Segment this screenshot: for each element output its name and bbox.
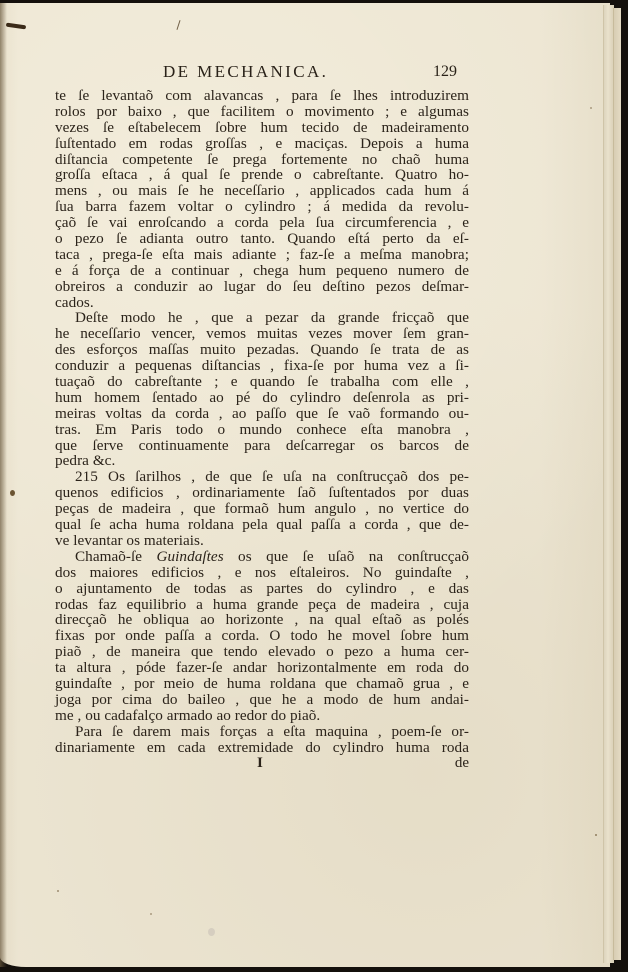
text-line	[55, 549, 469, 565]
text-segment: Chamaõ-ſe	[75, 547, 157, 565]
text-line: pedra &c.	[55, 452, 116, 470]
text-line: quenos edificios , ordinariamente ſaõ ſuſtentados por duas	[55, 484, 469, 502]
text-line: ta altura , póde fazer-ſe andar horizontalmente em roda do	[55, 659, 469, 677]
text-line: diſtancia competente ſe prega fortemente no chaõ huma	[55, 150, 469, 168]
text-line: ſuſtentado em rodas groſſas , e maciças. Depois a huma	[55, 134, 469, 152]
foxing-spot	[590, 107, 592, 109]
text-line: dos maiores edificios , e nos eſtaleiros. No guindaſte ,	[55, 563, 469, 581]
body-text	[55, 88, 469, 755]
text-line: conduzir a pequenas diſtancias , fixa-ſe por huma vez a ſi-	[55, 357, 469, 375]
foxing-spot	[150, 913, 152, 915]
text-line: taca , prega-ſe eſta mais adiante ; faz-ſe a meſma manobra;	[55, 245, 469, 263]
text-line: te ſe levantaõ com alavancas , para ſe lhes introduzirem	[55, 87, 469, 104]
foxing-spot	[10, 490, 15, 496]
text-line: o pezo ſe adianta outro tanto. Quando eſtá perto da eſ-	[55, 230, 469, 248]
text-line: 215 Os ſarilhos , de que ſe uſa na conſtrucçaõ dos pe-	[75, 468, 469, 486]
text-line: direcçaõ he obliqua ao horizonte , na qual eſtaõ as polés	[55, 611, 469, 629]
text-line: tras. Em Paris todo o mundo conhece eſta manobra ,	[55, 420, 469, 438]
text-line: ſua barra fazem voltar o cylindro ; á medida da revolu-	[55, 198, 469, 216]
text-line: fixas por onde paſſa a corda. O todo he movel ſobre hum	[55, 627, 469, 645]
text-line: tuaçaõ do cabreſtante ; e quando ſe trabalha com elle ,	[55, 373, 469, 391]
italic-term: Guindaſtes	[156, 547, 224, 565]
text-line: guindaſte , por meio de huma roldana que chamaõ grua , e	[55, 674, 469, 692]
text-line: des esforços maſſas muito pezadas. Quando ſe trata de as	[55, 341, 469, 359]
text-line: Para ſe darem mais forças a eſta maquina , poem-ſe or-	[75, 722, 469, 740]
text-line: peças de madeira , que formaõ hum angulo , no vertice do	[55, 500, 469, 518]
foxing-spot	[595, 834, 597, 836]
text-line: mens , ou mais ſe he neceſſario , applicados cada hum á	[55, 182, 469, 200]
text-line: ve levantar os materiais.	[55, 531, 204, 549]
text-line: Deſte modo he , que a pezar da grande fricçaõ que	[75, 309, 469, 327]
page-footer	[55, 755, 469, 773]
text-line: meiras voltas da corda , ao paſſo que ſe vaõ formando ou-	[55, 404, 469, 422]
text-line: vezes ſe eſtabelecem ſobre hum tecido de madeiramento	[55, 118, 469, 136]
text-segment: os que ſe uſaõ na conſtrucçaõ	[223, 547, 469, 565]
text-line: cados.	[55, 293, 94, 311]
text-line: rodas faz equilibrio a huma grande peça de madeira , cuja	[55, 595, 469, 613]
text-line: rolos por baixo , que facilitem o movimento ; e algumas	[55, 102, 469, 120]
text-line: hum homem ſentado ao pé do cylindro deſenrola as pri-	[55, 388, 469, 406]
page-edge-underlying	[613, 8, 621, 960]
text-line: o ajuntamento de todas as partes do cylindro , e das	[55, 579, 469, 597]
text-line: me , ou cadafalço armado ao redor do piaõ.	[55, 706, 321, 724]
running-head-title: DE MECHANICA.	[163, 62, 329, 81]
text-line: obreiros a conduzir ao lugar do ſeu deſtino pezos deſmar-	[55, 277, 469, 295]
text-line: piaõ , de maneira que tendo elevado o pezo a huma cer-	[55, 643, 469, 661]
page-text	[55, 62, 469, 773]
text-line: he neceſſario vencer, vemos muitas vezes mover ſem gran-	[55, 325, 469, 343]
text-line: que ſerve continuamente para deſcarregar os barcos de	[55, 436, 469, 454]
text-line: çaõ ſe vai enroſcando a corda pela ſua circumferencia , e	[55, 214, 469, 232]
text-line: e á força de a continuar , chega hum pequeno numero de	[55, 261, 469, 279]
foxing-spot	[208, 928, 215, 936]
catchword: de	[454, 755, 469, 772]
gutter-shadow	[0, 3, 7, 967]
foxing-spot	[57, 890, 59, 892]
text-line: joga por cima do baileo , que he a modo de hum andai-	[55, 690, 469, 708]
signature-mark: I	[257, 755, 263, 772]
text-line: qual ſe acha huma roldana pela qual paſſa a corda , que de-	[55, 516, 469, 534]
page-number: 129	[433, 63, 457, 80]
text-line: groſſa eſtaca , á qual ſe prende o cabreſtante. Quatro ho-	[55, 166, 469, 184]
running-head	[55, 62, 469, 88]
text-line: dinariamente em cada extremidade do cylindro huma roda	[55, 738, 469, 756]
